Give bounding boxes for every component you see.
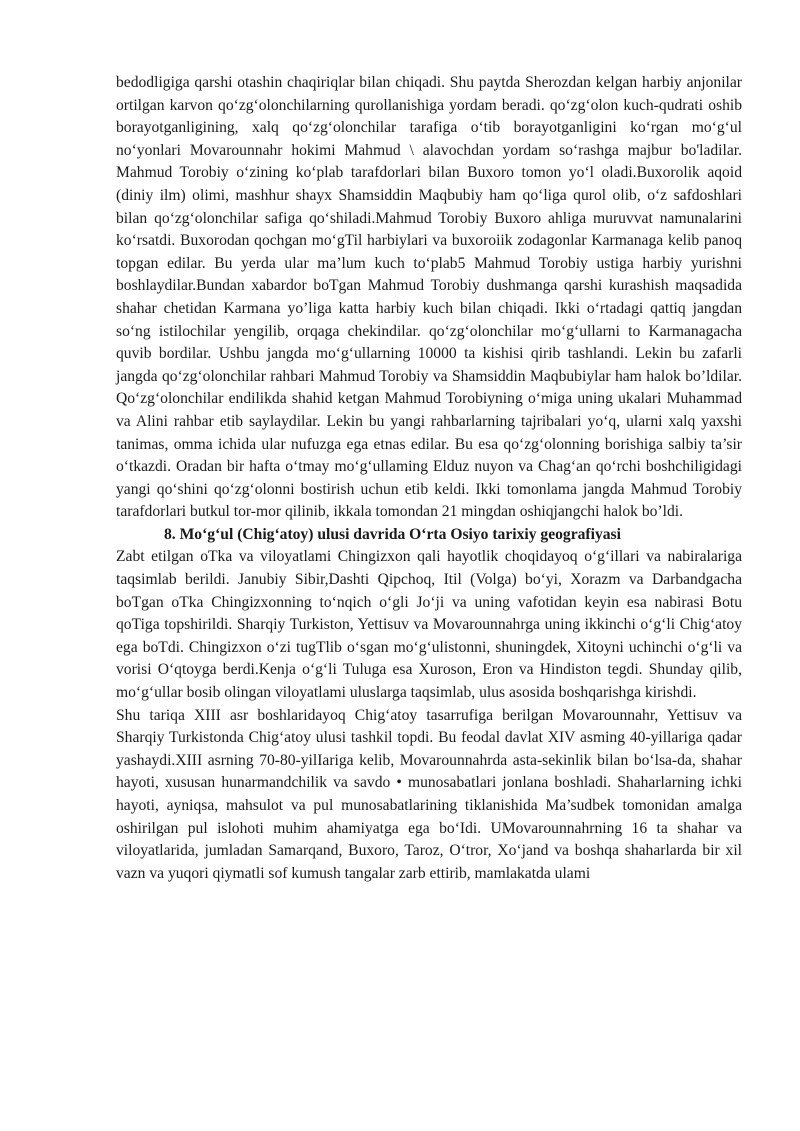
body-paragraph: Shu tariqa XIII asr boshlaridayoq Chig‘atoy tasarrufiga berilgan Movarounnahr, Yettisuv va Sharqiy Turkistonda Chig‘atoy ulusi tashkil topdi. Bu feodal davlat XIV asming 40-yillariga qadar yashaydi.XIII asrning 70-80-yilIariga kelib, Movarounnahrda asta-sekinlik bilan bo‘lsa-da, shahar hayoti, xususan hunarmandchilik va savdo • munosabatlari jonlana boshladi. Shaharlarning ichki hayoti, ayniqsa, mahsulot va pul munosabatlarining tiklanishida Ma’sudbek tomonidan amalga oshirilgan pul islohoti muhim ahamiyatga ega bo‘Idi. UMovarounnahrning 16 ta shahar va viloyatlarida, jumladan Samarqand, Buxoro, Taroz, O‘tror, Xo‘jand va boshqa shaharlarda bir xil vazn va yuqori qiymatli sof kumush tangalar zarb ettirib, mamlakatda ulami — [116, 706, 742, 882]
body-paragraph: bedodligiga qarshi otashin chaqiriqlar bilan chiqadi. Shu paytda Sherozdan kelgan harbiy anjonilar ortilgan karvon qo‘zg‘olonchilarning qurollanishiga yordam beradi. qo‘zg‘olon kuch-qudrati oshib borayotganligining, xalq qo‘zg‘olonchilar tarafiga o‘tib borayotganligini ko‘rgan mo‘g‘ul no‘yonlari Movarounnahr hokimi Mahmud \ alavochdan yordam so‘rashga majbur bo'ladilar. Mahmud Torobiy o‘zining ko‘plab tarafdorlari bilan Buxoro tomon yo‘l oladi.Buxorolik aqoid (diniy ilm) olimi, mashhur shayx Shamsiddin Maqbubiy ham qo‘liga qurol olib, o‘z safdoshlari bilan qo‘zg‘olonchilar safiga qo‘shiladi.Mahmud Torobiy Buxoro ahliga muruvvat namunalarini ko‘rsatdi. Buxorodan qochgan mo‘gTil harbiylari va buxoroiik zodagonlar Karmanaga kelib panoq topgan edilar. Bu yerda ular ma’lum kuch to‘plab5 Mahmud Torobiy ustiga harbiy yurishni boshlaydilar.Bundan xabardor boTgan Mahmud Torobiy dushmanga qarshi kurashish maqsadida shahar chetidan Karmana yo’liga katta harbiy kuch bilan chiqadi. Ikki o‘rtadagi qattiq jangdan so‘ng istilochilar yengilib, orqaga chekindilar. qo‘zg‘olonchilar mo‘g‘ullarni to Karmanagacha quvib bordilar. Ushbu jangda mo‘g‘ullarning 10000 ta kishisi qirib tashlandi. Lekin bu zafarli jangda qo‘zg‘olonchilar rahbari Mahmud Torobiy va Shamsiddin Maqbubiylar ham halok bo’ldilar. Qo‘zg‘olonchilar endilikda shahid ketgan Mahmud Torobiyning o‘miga uning ukalari Muhammad va Alini rahbar etib saylaydilar. Lekin bu yangi rahbarlarning tajribalari yo‘q, ularni xalq yaxshi tanimas, omma ichida ular nufuzga ega etnas edilar. Bu esa qo‘zg‘olonning borishiga salbiy ta’sir o‘tkazdi. Oradan bir hafta o‘tmay mo‘g‘ullaming Elduz nuyon va Chag‘an qo‘rchi boshchiligidagi yangi qo‘shini qo‘zg‘olonni bostirish uchun etib keldi. Ikki tomonlama jangda Mahmud Torobiy tarafdorlari butkul tor-mor qilinib, ikkala tomondan 21 mingdan oshiqjangchi halok bo’ldi. — [116, 74, 742, 521]
section-heading: 8. Mo‘g‘ul (Chig‘atoy) ulusi davrida O‘rta Osiyo tarixiy geografiyasi — [164, 525, 621, 543]
body-paragraph: Zabt etilgan oTka va viloyatlami Chingizxon qali hayotlik choqidayoq o‘g‘illari va nabiralariga taqsimlab berildi. Janubiy Sibir,Dashti Qipchoq, Itil (Volga) bo‘yi, Xorazm va Darbandgacha boTgan oTka Chingizxonning to‘nqich o‘gli Jo‘ji va uning vafotidan keyin esa nabirasi Botu qoTiga topshirildi. Sharqiy Turkiston, Yettisuv va Movarounnahrga uning ikkinchi o‘g‘li Chig‘atoy ega boTdi. Chingizxon o‘zi tugTlib o‘sgan mo‘g‘ulistonni, shuningdek, Xitoyni uchinchi o‘g‘li va vorisi O‘qtoyga berdi.Kenja o‘g‘li Tuluga esa Xuroson, Eron va Hindiston tegdi. Shunday qilib, mo‘g‘ullar bosib olingan viloyatlami uluslarga taqsimlab, ulus asosida boshqarishga kirishdi. — [116, 548, 742, 702]
